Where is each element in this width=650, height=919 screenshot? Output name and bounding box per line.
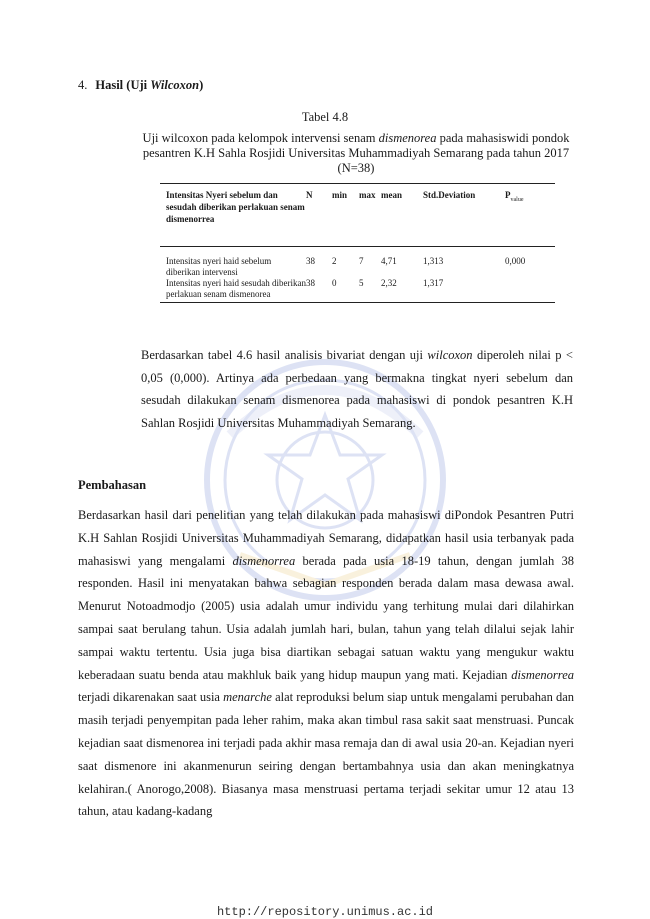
table-caption: [138, 131, 574, 176]
row-max: 7: [359, 256, 364, 266]
caption-italic: dismenorea: [378, 131, 437, 145]
table-header-row: [160, 184, 555, 247]
row-min: 0: [332, 278, 337, 288]
row-p: [505, 278, 545, 300]
header-intensity: Intensitas Nyeri sebelum dan sesudah diberikan perlakuan senam dismenorrea: [166, 190, 305, 224]
section-heading: [78, 78, 203, 93]
table-row: [160, 256, 555, 278]
header-mean: mean: [381, 190, 402, 200]
para2-s1: Berdasarkan hasil dari penelitian yang telah dilakukan pada mahasiswi diPondok Pesantren Putri K.H Sahlan Rosjidi Universitas Muhammadiyah Semarang, didapatkan hasil usia terbanyak pada mahasiswi yang mengalami: [78, 508, 574, 568]
para2-i2: dismenorrea: [511, 667, 574, 682]
row-min: 2: [332, 256, 337, 266]
section-number: 4.: [78, 78, 88, 92]
section-title-suffix: ): [199, 78, 204, 92]
row-sd: 1,317: [423, 278, 444, 288]
row-n: 38: [306, 256, 315, 266]
discussion-heading: Pembahasan: [78, 478, 147, 492]
para1-part1: Berdasarkan tabel 4.6 hasil analisis bivariat dengan uji: [141, 348, 428, 362]
table-row: [160, 278, 555, 300]
row-sd: 1,313: [423, 256, 444, 266]
table-body: [160, 247, 555, 302]
row-mean: 2,32: [381, 278, 397, 288]
header-n: N: [306, 190, 313, 200]
header-p: P: [505, 190, 511, 200]
results-table: [160, 183, 555, 303]
para2-s3: terjadi dikarenakan saat usia: [78, 690, 224, 705]
row-label: Intensitas nyeri haid sebelum diberikan intervensi: [166, 256, 272, 277]
header-p-value: [505, 189, 545, 246]
repository-url-footer: http://repository.unimus.ac.id: [216, 905, 434, 919]
row-mean: 4,71: [381, 256, 397, 266]
table-label: Tabel 4.8: [301, 110, 349, 124]
header-max: max: [359, 190, 376, 200]
header-p-sub: value: [510, 196, 524, 203]
discussion-paragraph: [78, 504, 574, 823]
section-title-italic: Wilcoxon: [150, 78, 200, 92]
caption-part2: pada mahasiswidi pondok pesantren K.H Sahla Rosjidi Universitas Muhammadiyah Semarang pada tahun 2017 (N=38): [142, 131, 570, 175]
para2-s2: berada pada usia 18-19 tahun, dengan jumlah 38 responden. Hasil ini menyatakan bahwa sebagian responden berada dalam masa dewasa awal. Menurut Notoadmodjo (2005) usia adalah umur individu yang terhitung mulai dari dilahirkan sampai saat berulang tahun. Usia adalah jumlah hari, bulan, tahun yang telah dilalui sejak lahir sampai waktu tertentu. Usia juga bisa diartikan sebagai satuan waktu yang mengukur waktu keberadaan suatu benda atau makhluk baik yang hidup maupun yang mati. Kejadian: [78, 553, 574, 682]
results-paragraph: [141, 344, 573, 434]
para2-i3: menarche: [223, 690, 272, 705]
para2-s4: alat reproduksi belum siap untuk mengalami perubahan dan masih terjadi penyempitan pada leher rahim, maka akan timbul rasa sakit saat menstruasi. Puncak kejadian saat dismenorea ini terjadi pada akhir masa remaja dan di awal usia 20-an. Kejadian nyeri saat dismenore ini akanmenurun seiring dengan bertambahnya usia dan akan meningkatnya kelahiran.( Anorogo,2008). Biasanya masa menstruasi pertama terjadi sekitar umur 12 atau 13 tahun, atau kadang-kadang: [78, 690, 574, 819]
row-p: 0,000: [505, 256, 526, 266]
header-min: min: [332, 190, 348, 200]
para1-italic: wilcoxon: [427, 348, 473, 362]
header-std-deviation: Std.Deviation: [423, 190, 476, 200]
row-n: 38: [306, 278, 315, 288]
para1-part2: diperoleh nilai p < 0,05 (0,000). Artinya ada perbedaan yang bermakna tingkat nyeri sebelum dan sesudah dilakukan senam dismenorea pada mahasiswi di pondok pesantren K.H Sahlan Rosjidi Universitas Muhammadiyah Semarang.: [141, 348, 573, 430]
row-label: Intensitas nyeri haid sesudah diberikan perlakuan senam dismenorea: [166, 278, 306, 299]
section-title-prefix: Hasil (Uji: [95, 78, 151, 92]
row-max: 5: [359, 278, 364, 288]
para2-i1: dismenorrea: [232, 553, 296, 568]
caption-part1: Uji wilcoxon pada kelompok intervensi senam: [142, 131, 379, 145]
